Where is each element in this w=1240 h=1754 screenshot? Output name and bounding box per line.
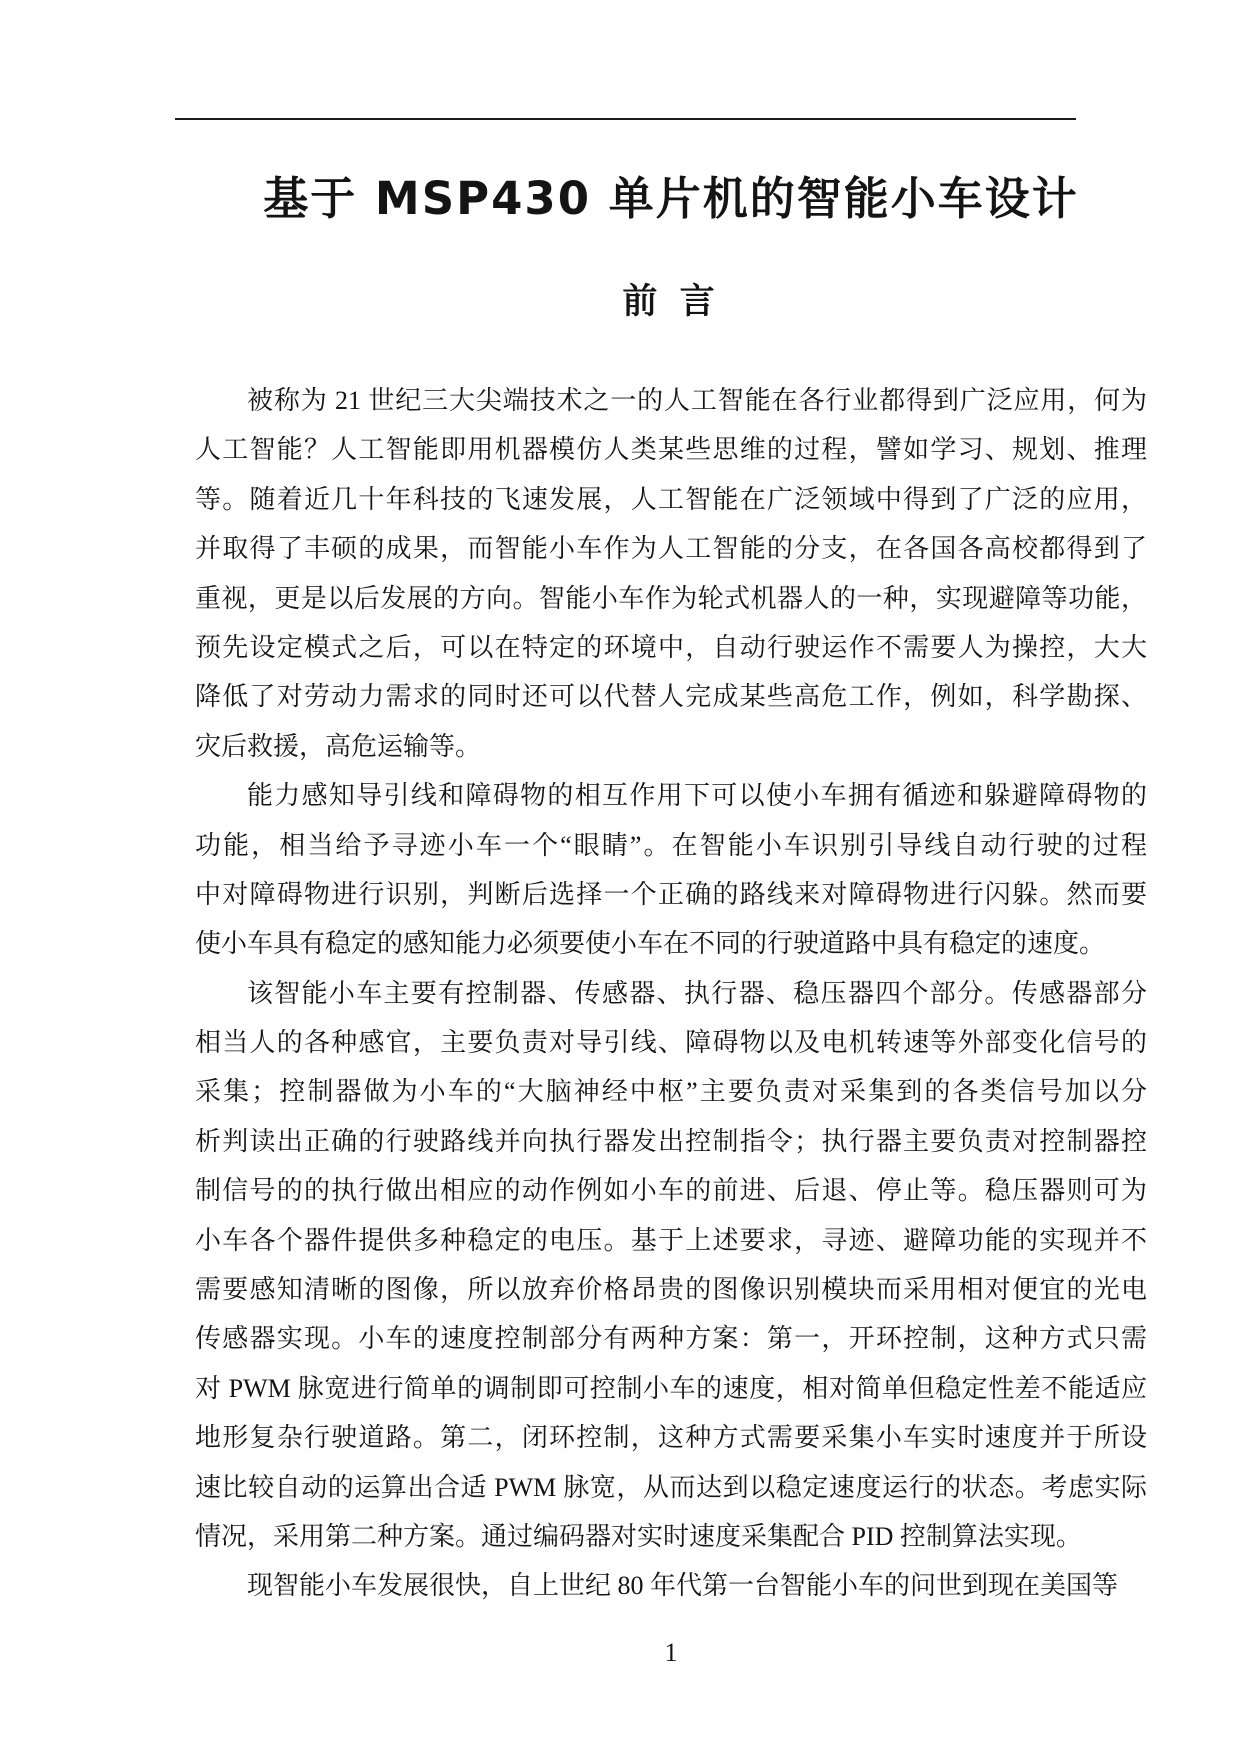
text-line: 能力感知导引线和障碍物的相互作用下可以使小车拥有循迹和躲避障碍物的: [247, 781, 1147, 811]
text-line: 对 PWM 脉宽进行简单的调制即可控制小车的速度，相对简单但稳定性差不能适应: [195, 1373, 1147, 1403]
text-line: 现智能小车发展很快，自上世纪 80 年代第一台智能小车的问世到现在美国等: [247, 1571, 1119, 1601]
text-line: 析判读出正确的行驶路线并向执行器发出控制指令；执行器主要负责对控制器控: [195, 1126, 1147, 1156]
text-line: 预先设定模式之后，可以在特定的环境中，自动行驶运作不需要人为操控，大大: [195, 632, 1147, 662]
text-line: 情况，采用第二种方案。通过编码器对实时速度采集配合 PID 控制算法实现。: [195, 1521, 1082, 1551]
text-line: 采集；控制器做为小车的“大脑神经中枢”主要负责对采集到的各类信号加以分: [195, 1077, 1147, 1107]
text-line: 等。随着近几十年科技的飞速发展，人工智能在广泛领域中得到了广泛的应用，: [195, 484, 1147, 514]
text-line: 并取得了丰硕的成果，而智能小车作为人工智能的分支，在各国各高校都得到了: [195, 534, 1147, 564]
header-rule: [175, 118, 1076, 120]
text-line: 重视，更是以后发展的方向。智能小车作为轮式机器人的一种，实现避障等功能，: [195, 583, 1147, 613]
document-body: [195, 376, 1147, 1611]
text-line: 灾后救援，高危运输等。: [195, 731, 482, 761]
text-line: 需要感知清晰的图像，所以放弃价格昂贵的图像识别模块而采用相对便宜的光电: [195, 1275, 1147, 1305]
text-line: 该智能小车主要有控制器、传感器、执行器、稳压器四个部分。传感器部分: [247, 978, 1147, 1008]
text-line: 相当人的各种感官，主要负责对导引线、障碍物以及电机转速等外部变化信号的: [195, 1028, 1147, 1058]
text-line: 速比较自动的运算出合适 PWM 脉宽，从而达到以稳定速度运行的状态。考虑实际: [195, 1472, 1147, 1502]
text-line: 制信号的的执行做出相应的动作例如小车的前进、后退、停止等。稳压器则可为: [195, 1176, 1147, 1206]
text-line: 使小车具有稳定的感知能力必须要使小车在不同的行驶道路中具有稳定的速度。: [195, 929, 1106, 959]
text-line: 中对障碍物进行识别，判断后选择一个正确的路线来对障碍物进行闪躲。然而要: [195, 879, 1147, 909]
text-line: 降低了对劳动力需求的同时还可以代替人完成某些高危工作，例如，科学勘探、: [195, 682, 1147, 712]
page-number: 1: [664, 1638, 678, 1667]
text-line: 地形复杂行驶道路。第二，闭环控制，这种方式需要采集小车实时速度并于所设: [195, 1423, 1147, 1453]
text-line: 人工智能？人工智能即用机器模仿人类某些思维的过程，譬如学习、规划、推理: [195, 435, 1147, 465]
text-line: 被称为 21 世纪三大尖端技术之一的人工智能在各行业都得到广泛应用，何为: [247, 386, 1147, 415]
text-line: 功能，相当给予寻迹小车一个“眼睛”。在智能小车识别引导线自动行驶的过程: [195, 830, 1147, 860]
section-heading-preface: 前 言: [622, 282, 720, 322]
document-title: 基于 MSP430 单片机的智能小车设计: [263, 172, 1079, 225]
text-line: 小车各个器件提供多种稳定的电压。基于上述要求，寻迹、避障功能的实现并不: [195, 1225, 1147, 1255]
text-line: 传感器实现。小车的速度控制部分有两种方案：第一，开环控制，这种方式只需: [195, 1324, 1147, 1354]
